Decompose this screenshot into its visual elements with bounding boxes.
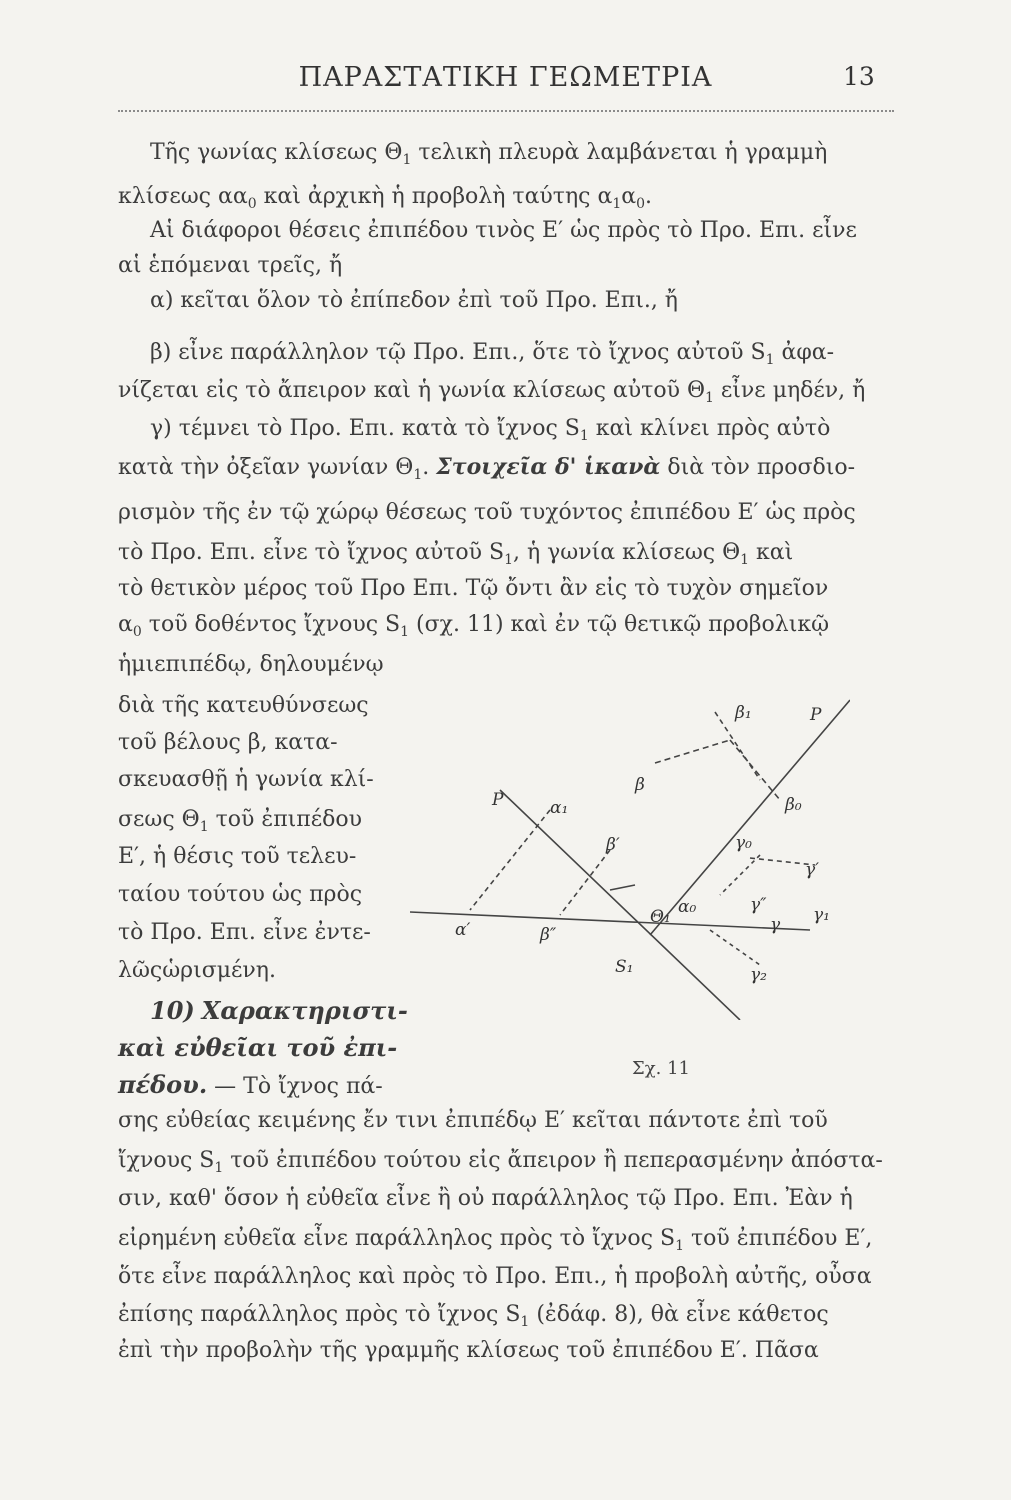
text-line: Τῆς γωνίας κλίσεως $\Theta_1$ τελικὴ πλευρὰ λαμβάνεται ἡ γραμμὴ bbox=[150, 140, 828, 168]
text-line: εἰρημένη εὐθεῖα εἶνε παράλληλος πρὸς τὸ ἴχνος $S_1$ τοῦ ἐπιπέδου Ε′, bbox=[118, 1226, 873, 1254]
figure-caption: Σχ. 11 bbox=[632, 1058, 690, 1079]
fig-label-alpha0: α₀ bbox=[678, 897, 697, 917]
fig-label-alpha1: α₁ bbox=[550, 798, 569, 818]
text-line: κατὰ τὴν ὀξεῖαν γωνίαν $\Theta_1$. Στοιχεῖα δ' ἱκανὰ διὰ τὸν προσδιο- bbox=[118, 454, 856, 483]
text-line: ὅτε εἶνε παράλληλος καὶ πρὸς τὸ Προ. Επι., ἡ προβολὴ αὐτῆς, οὖσα bbox=[118, 1264, 872, 1289]
page-number: 13 bbox=[843, 62, 875, 91]
text-line: τὸ θετικὸν μέρος τοῦ Προ Επι. Τῷ ὄντι ἂν εἰς τὸ τυχὸν σημεῖον bbox=[118, 576, 829, 601]
text-line: ἴχνους $S_1$ τοῦ ἐπιπέδου τούτου εἰς ἄπειρον ἢ πεπερασμένην ἀπόστα- bbox=[118, 1148, 883, 1176]
dashed-line-c bbox=[655, 740, 730, 763]
dashed-line-h bbox=[720, 855, 760, 895]
text-line: τὸ Προ. Επι. εἶνε ἐντε- bbox=[118, 920, 371, 945]
section-heading: 10) Χαρακτηριστι- bbox=[150, 996, 408, 1025]
fig-label-b-top: β bbox=[635, 775, 645, 795]
text-line: αἱ ἑπόμεναι τρεῖς, ἤ bbox=[118, 253, 343, 278]
text-line: β) εἶνε παράλληλον τῷ Προ. Επι., ὅτε τὸ ἴχνος αὐτοῦ $S_1$ ἀφα- bbox=[150, 340, 835, 368]
dashed-line-b bbox=[560, 850, 610, 915]
text-line: νίζεται εἰς τὸ ἄπειρον καὶ ἡ γωνία κλίσεως αὐτοῦ $\Theta_1$ εἶνε μηδέν, ἤ bbox=[118, 378, 866, 406]
fig-label-g0: γ₀ bbox=[735, 833, 752, 853]
text-line: πέδου. — Τὸ ἴχνος πά- bbox=[118, 1070, 383, 1099]
fig-label-beta-prime: β′ bbox=[606, 835, 620, 855]
text-line: σιν, καθ' ὅσον ἡ εὐθεῖα εἶνε ἢ οὐ παράλληλος τῷ Προ. Επι. Ἐὰν ἡ bbox=[118, 1186, 853, 1211]
fig-label-p: P bbox=[492, 790, 504, 810]
fig-label-g-dprime: γ″ bbox=[750, 895, 767, 915]
text-line: τοῦ βέλους β, κατα- bbox=[118, 730, 338, 755]
text-line: ἐπὶ τὴν προβολὴν τῆς γραμμῆς κλίσεως τοῦ ἐπιπέδου Ε′. Πᾶσα bbox=[118, 1338, 819, 1363]
fig-label-s1: S₁ bbox=[615, 957, 634, 977]
text-line: γ) τέμνει τὸ Προ. Επι. κατὰ τὸ ἴχνος $S_1$ καὶ κλίνει πρὸς αὐτὸ bbox=[150, 416, 831, 444]
header-rule bbox=[118, 110, 894, 112]
text-line: α) κεῖται ὅλον τὸ ἐπίπεδον ἐπὶ τοῦ Προ. Επι., ἤ bbox=[150, 288, 678, 313]
text-line: $\alpha_0$ τοῦ δοθέντος ἴχνους $S_1$ (σχ. 11) καὶ ἐν τῷ θετικῷ προβολικῷ bbox=[118, 612, 830, 640]
text-line: σης εὐθείας κειμένης ἔν τινι ἐπιπέδῳ Ε′ κεῖται πάντοτε ἐπὶ τοῦ bbox=[118, 1108, 828, 1133]
page-header-title: ΠΑΡΑΣΤΑΤΙΚΗ ΓΕΩΜΕΤΡΙΑ bbox=[298, 62, 713, 93]
fig-label-b1: β₁ bbox=[735, 703, 752, 723]
figure-11-diagram bbox=[410, 690, 850, 1020]
text-line: Αἱ διάφοροι θέσεις ἐπιπέδου τινὸς Ε′ ὡς πρὸς τὸ Προ. Επι. εἶνε bbox=[150, 218, 857, 243]
text-line: σεως $\Theta_1$ τοῦ ἐπιπέδου bbox=[118, 807, 363, 835]
fig-label-g1: γ₁ bbox=[813, 905, 830, 925]
trace-line-s1 bbox=[500, 790, 740, 1020]
text-line: λῶςὡρισμένη. bbox=[118, 958, 276, 983]
text-line: ἐπίσης παράλληλος πρὸς τὸ ἴχνος $S_1$ (ἐδάφ. 8), θὰ εἶνε κάθετος bbox=[118, 1302, 829, 1330]
fig-label-p-corner: P bbox=[810, 705, 822, 725]
dashed-line-a bbox=[470, 810, 550, 910]
text-line: κλίσεως $\alpha\alpha_0$ καὶ ἀρχικὴ ἡ προβολὴ ταύτης $\alpha_1\alpha_0$. bbox=[118, 184, 653, 212]
text-line: ἡμιεπιπέδῳ, δηλουμένῳ bbox=[118, 652, 384, 677]
fig-label-alpha-prime: α′ bbox=[455, 920, 471, 940]
text-line: Ε′, ἡ θέσις τοῦ τελευ- bbox=[118, 844, 357, 869]
section-heading: καὶ εὐθεῖαι τοῦ ἐπι- bbox=[118, 1033, 398, 1062]
dashed-line-g bbox=[710, 930, 760, 965]
fig-label-g-prime: γ′ bbox=[805, 860, 820, 880]
fig-label-beta-dprime: β″ bbox=[540, 925, 557, 945]
fig-label-theta1: Θ₁ bbox=[650, 907, 671, 927]
text-line: σκευασθῇ ἡ γωνία κλί- bbox=[118, 767, 374, 792]
fig-label-g2: γ₂ bbox=[750, 965, 767, 985]
fig-label-b0: β₀ bbox=[785, 795, 802, 815]
text-line: ταίου τούτου ὡς πρὸς bbox=[118, 882, 363, 907]
text-line: τὸ Προ. Επι. εἶνε τὸ ἴχνος αὐτοῦ $S_1$, ἡ γωνία κλίσεως $\Theta_1$ καὶ bbox=[118, 540, 794, 568]
text-line: διὰ τῆς κατευθύνσεως bbox=[118, 693, 369, 718]
text-line: ρισμὸν τῆς ἐν τῷ χώρῳ θέσεως τοῦ τυχόντος ἐπιπέδου Ε′ ὡς πρὸς bbox=[118, 500, 856, 525]
fig-label-gamma: γ bbox=[770, 915, 781, 935]
arrow-line bbox=[610, 885, 635, 890]
